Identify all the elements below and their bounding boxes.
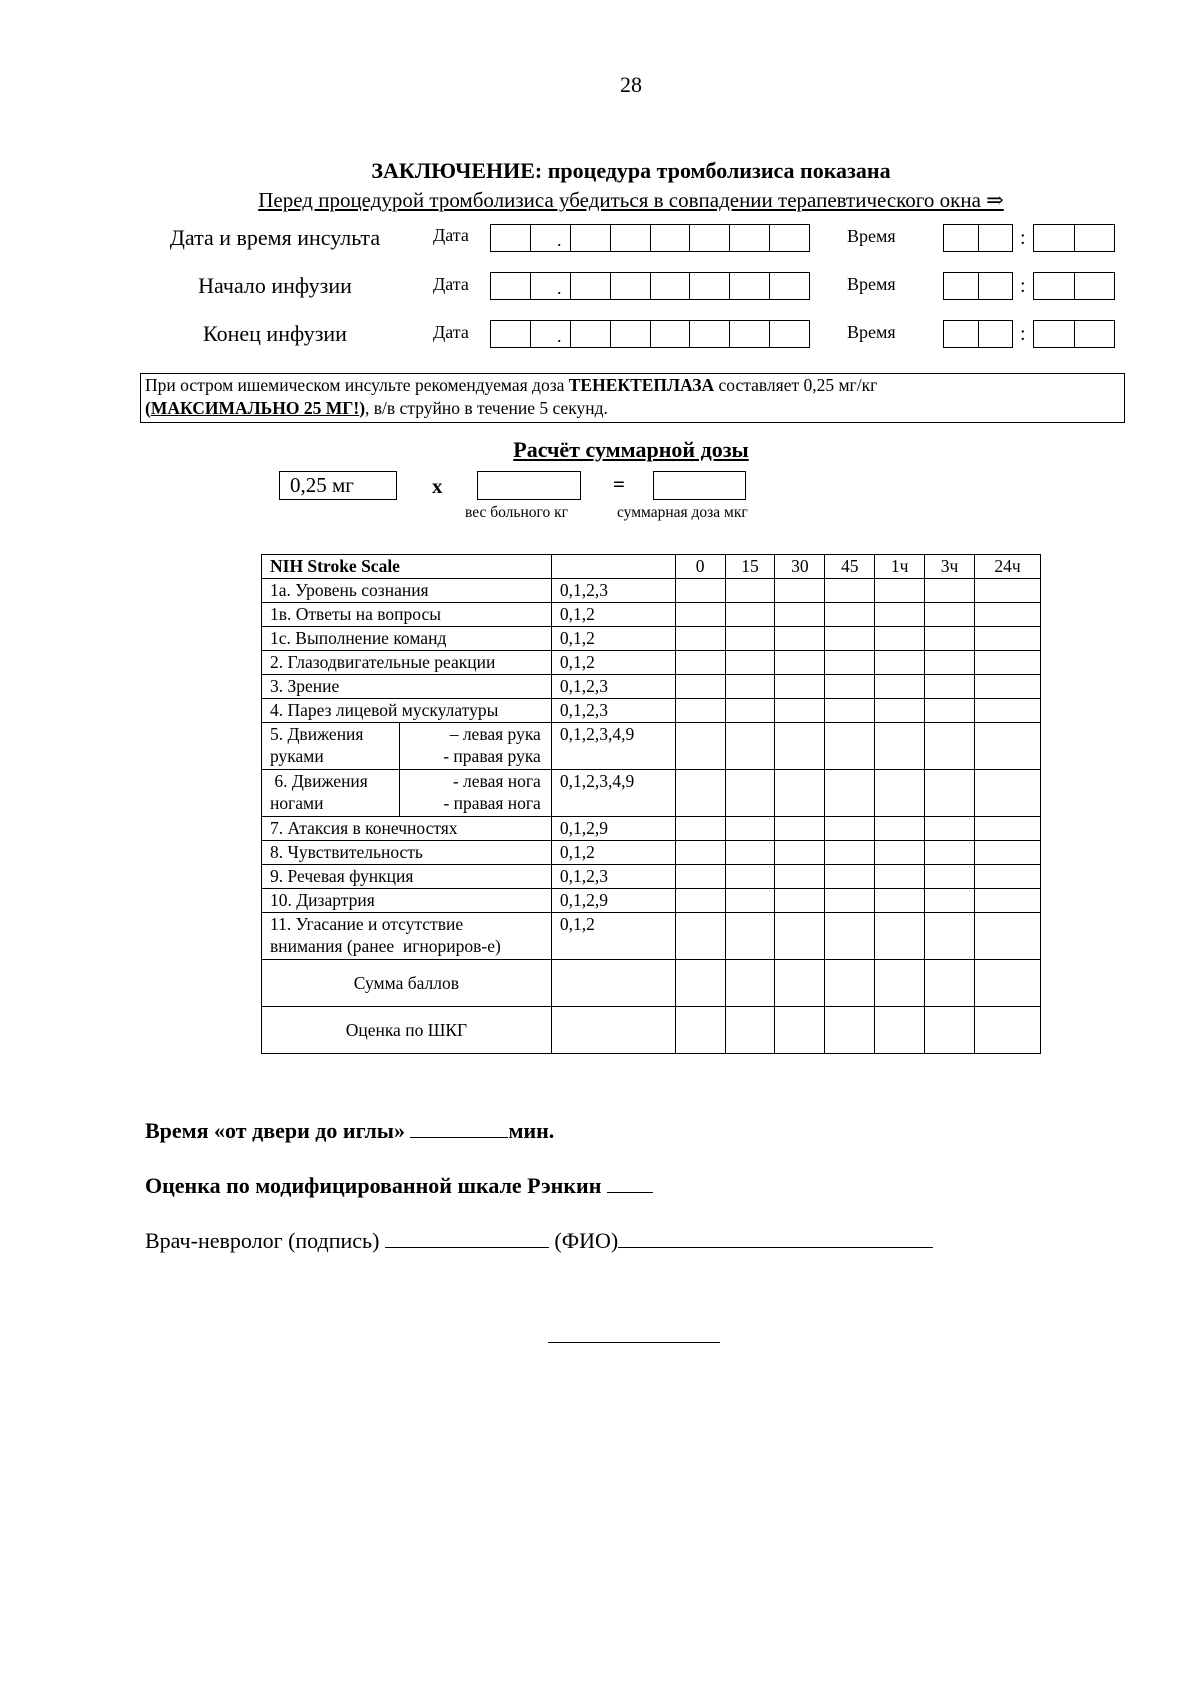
dose-per-kg-box xyxy=(279,471,397,500)
page-number: 28 xyxy=(620,72,642,97)
gcs-label: Оценка по ШКГ xyxy=(262,1007,552,1054)
hour-input-infusion-start[interactable] xyxy=(943,272,1013,300)
table-row xyxy=(262,889,1041,913)
item-label: 1в. Ответы на вопросы xyxy=(262,603,552,627)
time-col-header: 24ч xyxy=(975,555,1041,579)
score-cell[interactable] xyxy=(875,627,925,651)
score-cell[interactable] xyxy=(775,627,825,651)
score-cell[interactable] xyxy=(725,1007,775,1054)
score-cell[interactable] xyxy=(825,675,875,699)
score-cell[interactable] xyxy=(825,889,875,913)
score-cell[interactable] xyxy=(725,960,775,1007)
score-cell[interactable] xyxy=(675,889,725,913)
date-label: Дата xyxy=(433,274,469,294)
item-label: 9. Речевая функция xyxy=(262,865,552,889)
minute-input-infusion-start[interactable] xyxy=(1033,272,1115,300)
score-cell[interactable] xyxy=(725,770,775,817)
signature-blank[interactable] xyxy=(385,1227,549,1248)
score-cell[interactable] xyxy=(925,913,975,960)
score-cell[interactable] xyxy=(875,817,925,841)
score-cell[interactable] xyxy=(975,699,1041,723)
score-cell[interactable] xyxy=(775,651,825,675)
score-cell[interactable] xyxy=(925,865,975,889)
score-cell[interactable] xyxy=(775,675,825,699)
score-cell[interactable] xyxy=(975,651,1041,675)
score-cell[interactable] xyxy=(675,865,725,889)
score-cell[interactable] xyxy=(675,627,725,651)
item-label: 2. Глазодвигательные реакции xyxy=(262,651,552,675)
table-row-neglect xyxy=(262,913,1041,960)
score-options: 0,1,2,3 xyxy=(551,675,675,699)
neglect-label-line1: 11. Угасание и отсутствие xyxy=(270,914,464,934)
date-input-infusion-end[interactable] xyxy=(490,320,810,348)
row-label-infusion-start: Начало инфузии xyxy=(198,273,352,298)
score-options: 0,1,2,3 xyxy=(551,865,675,889)
item-label: 3. Зрение xyxy=(262,675,552,699)
time-label: Время xyxy=(847,322,896,342)
arms-label-line1: 5. Движения xyxy=(270,724,364,744)
arms-label-line2: руками xyxy=(270,746,324,766)
score-cell[interactable] xyxy=(775,1007,825,1054)
item-label: 10. Дизартрия xyxy=(262,889,552,913)
score-cell[interactable] xyxy=(925,603,975,627)
score-options: 0,1,2 xyxy=(551,841,675,865)
name-label: (ФИО) xyxy=(548,1228,619,1253)
score-cell[interactable] xyxy=(725,675,775,699)
score-cell[interactable] xyxy=(875,770,925,817)
dose-note-text-2: составляет 0,25 мг/кг xyxy=(714,375,878,395)
score-options: 0,1,2 xyxy=(551,913,675,960)
score-cell[interactable] xyxy=(975,627,1041,651)
table-row xyxy=(262,579,1041,603)
score-cell[interactable] xyxy=(775,699,825,723)
score-cell[interactable] xyxy=(975,1007,1041,1054)
score-cell[interactable] xyxy=(825,627,875,651)
conclusion-title: ЗАКЛЮЧЕНИЕ: процедура тромболизиса показана xyxy=(371,158,891,183)
score-cell[interactable] xyxy=(775,579,825,603)
date-separator: . xyxy=(557,230,562,250)
score-cell[interactable] xyxy=(975,913,1041,960)
score-cell[interactable] xyxy=(925,627,975,651)
score-cell[interactable] xyxy=(825,723,875,770)
score-options: 0,1,2,3 xyxy=(551,579,675,603)
time-label: Время xyxy=(847,226,896,246)
minute-input-infusion-end[interactable] xyxy=(1033,320,1115,348)
score-cell[interactable] xyxy=(925,960,975,1007)
score-cell[interactable] xyxy=(875,1007,925,1054)
total-caption: суммарная доза мкг xyxy=(617,504,748,521)
score-cell[interactable] xyxy=(825,699,875,723)
signature-line xyxy=(145,1227,933,1254)
max-dose-warning: МАКСИМАЛЬНО 25 МГ! xyxy=(150,398,360,418)
score-cell[interactable] xyxy=(675,841,725,865)
score-cell[interactable] xyxy=(925,699,975,723)
date-separator: . xyxy=(557,326,562,346)
score-cell[interactable] xyxy=(825,841,875,865)
hour-input-stroke[interactable] xyxy=(943,224,1013,252)
table-header-row xyxy=(262,555,1041,579)
time-col-header: 45 xyxy=(825,555,875,579)
leg-left: - левая нога xyxy=(452,771,541,791)
score-cell[interactable] xyxy=(675,960,725,1007)
item-label: 8. Чувствительность xyxy=(262,841,552,865)
score-cell[interactable] xyxy=(725,865,775,889)
score-cell[interactable] xyxy=(675,699,725,723)
sum-label: Сумма баллов xyxy=(262,960,552,1007)
table-row xyxy=(262,841,1041,865)
name-blank[interactable] xyxy=(618,1227,933,1248)
dose-note-text-1: При остром ишемическом инсульте рекомендуемая доза xyxy=(145,375,569,395)
score-cell[interactable] xyxy=(875,579,925,603)
score-cell[interactable] xyxy=(925,651,975,675)
score-cell[interactable] xyxy=(875,675,925,699)
time-separator: : xyxy=(1020,323,1026,345)
time-label: Время xyxy=(847,274,896,294)
rankin-line xyxy=(145,1172,653,1199)
score-cell[interactable] xyxy=(975,960,1041,1007)
header-empty-cell xyxy=(551,555,675,579)
table-row-gcs xyxy=(262,1007,1041,1054)
score-cell[interactable] xyxy=(675,817,725,841)
signature-label: Врач-невролог (подпись) xyxy=(145,1228,385,1253)
score-cell[interactable] xyxy=(875,889,925,913)
table-row xyxy=(262,675,1041,699)
score-cell[interactable] xyxy=(875,723,925,770)
score-cell[interactable] xyxy=(825,770,875,817)
score-cell[interactable] xyxy=(725,723,775,770)
arm-left: – левая рука xyxy=(449,724,541,744)
score-cell[interactable] xyxy=(725,627,775,651)
score-cell[interactable] xyxy=(825,817,875,841)
drug-name: ТЕНЕКТЕПЛАЗА xyxy=(568,375,715,395)
score-cell[interactable] xyxy=(875,699,925,723)
dose-note-text-3: , в/в струйно в течение 5 секунд. xyxy=(365,398,608,418)
score-cell[interactable] xyxy=(675,603,725,627)
item-label: 4. Парез лицевой мускулатуры xyxy=(262,699,552,723)
score-cell[interactable] xyxy=(775,723,825,770)
score-cell[interactable] xyxy=(551,960,675,1007)
score-cell[interactable] xyxy=(975,770,1041,817)
door-to-needle-line xyxy=(145,1117,554,1144)
score-cell[interactable] xyxy=(825,865,875,889)
score-options: 0,1,2,3 xyxy=(551,699,675,723)
score-cell[interactable] xyxy=(675,723,725,770)
score-cell[interactable] xyxy=(975,579,1041,603)
score-cell[interactable] xyxy=(675,675,725,699)
item-label: 7. Атаксия в конечностях xyxy=(262,817,552,841)
weight-input[interactable] xyxy=(477,471,581,500)
hour-input-infusion-end[interactable] xyxy=(943,320,1013,348)
score-cell[interactable] xyxy=(725,817,775,841)
score-cell[interactable] xyxy=(875,603,925,627)
equals-sign: = xyxy=(613,472,625,496)
table-row xyxy=(262,603,1041,627)
score-cell[interactable] xyxy=(775,603,825,627)
date-label: Дата xyxy=(433,225,469,245)
door-to-needle-unit: мин. xyxy=(508,1118,555,1143)
score-cell[interactable] xyxy=(825,913,875,960)
leg-right: - правая нога xyxy=(443,793,541,813)
table-row xyxy=(262,699,1041,723)
score-cell[interactable] xyxy=(875,651,925,675)
score-options: 0,1,2,3,4,9 xyxy=(551,770,675,817)
score-cell[interactable] xyxy=(925,889,975,913)
score-cell[interactable] xyxy=(675,651,725,675)
score-cell[interactable] xyxy=(725,889,775,913)
rankin-blank[interactable] xyxy=(607,1172,653,1193)
score-cell[interactable] xyxy=(675,913,725,960)
item-label: 1а. Уровень сознания xyxy=(262,579,552,603)
door-to-needle-blank[interactable] xyxy=(410,1117,508,1138)
score-options: 0,1,2 xyxy=(551,651,675,675)
time-separator: : xyxy=(1020,275,1026,297)
table-header: NIH Stroke Scale xyxy=(262,555,552,579)
legs-sides xyxy=(399,770,551,817)
conclusion-subtitle xyxy=(0,188,1200,213)
row-label-stroke: Дата и время инсульта xyxy=(169,225,381,250)
time-col-header: 30 xyxy=(775,555,825,579)
score-options: 0,1,2 xyxy=(551,603,675,627)
date-separator: . xyxy=(557,278,562,298)
score-cell[interactable] xyxy=(725,841,775,865)
max-open-paren: ( xyxy=(145,398,151,418)
score-cell[interactable] xyxy=(775,889,825,913)
nih-stroke-scale-table xyxy=(261,554,1041,1054)
score-cell[interactable] xyxy=(925,770,975,817)
time-separator: : xyxy=(1020,227,1026,249)
table-row-legs xyxy=(262,770,1041,817)
score-cell[interactable] xyxy=(875,865,925,889)
score-cell[interactable] xyxy=(925,1007,975,1054)
score-cell[interactable] xyxy=(875,841,925,865)
score-cell[interactable] xyxy=(725,699,775,723)
score-options: 0,1,2,3,4,9 xyxy=(551,723,675,770)
legs-label-line1: 6. Движения xyxy=(270,771,368,791)
legs-label-line2: ногами xyxy=(270,793,324,813)
legs-label xyxy=(262,770,400,817)
neglect-label-line2: внимания (ранее игнориров-е) xyxy=(270,936,501,956)
arms-label xyxy=(262,723,400,770)
table-row-sum xyxy=(262,960,1041,1007)
row-label-infusion-end: Конец инфузии xyxy=(203,321,347,346)
weight-caption: вес больного кг xyxy=(465,504,569,521)
table-row xyxy=(262,651,1041,675)
score-cell[interactable] xyxy=(975,817,1041,841)
score-cell[interactable] xyxy=(875,960,925,1007)
score-options: 0,1,2,9 xyxy=(551,817,675,841)
table-row xyxy=(262,865,1041,889)
score-cell[interactable] xyxy=(725,651,775,675)
table-row xyxy=(262,627,1041,651)
score-cell[interactable] xyxy=(775,960,825,1007)
date-label: Дата xyxy=(433,322,469,342)
score-cell[interactable] xyxy=(825,603,875,627)
item-label: 1с. Выполнение команд xyxy=(262,627,552,651)
score-cell[interactable] xyxy=(925,579,975,603)
minute-input-stroke[interactable] xyxy=(1033,224,1115,252)
score-cell[interactable] xyxy=(675,770,725,817)
score-options: 0,1,2,9 xyxy=(551,889,675,913)
score-cell[interactable] xyxy=(975,841,1041,865)
time-col-header: 15 xyxy=(725,555,775,579)
rankin-label: Оценка по модифицированной шкале Рэнкин xyxy=(145,1173,607,1198)
arms-sides xyxy=(399,723,551,770)
score-cell[interactable] xyxy=(875,913,925,960)
score-cell[interactable] xyxy=(975,675,1041,699)
time-col-header: 0 xyxy=(675,555,725,579)
score-cell[interactable] xyxy=(675,1007,725,1054)
score-cell[interactable] xyxy=(825,651,875,675)
score-cell[interactable] xyxy=(725,913,775,960)
door-to-needle-label: Время «от двери до иглы» xyxy=(145,1118,411,1143)
score-cell[interactable] xyxy=(825,960,875,1007)
score-options: 0,1,2 xyxy=(551,627,675,651)
date-input-stroke[interactable] xyxy=(490,224,810,252)
end-divider xyxy=(548,1342,720,1343)
time-col-header: 1ч xyxy=(875,555,925,579)
score-cell[interactable] xyxy=(975,603,1041,627)
score-cell[interactable] xyxy=(925,817,975,841)
score-cell[interactable] xyxy=(925,675,975,699)
score-cell[interactable] xyxy=(551,1007,675,1054)
max-close-paren: ) xyxy=(359,398,366,418)
neglect-label xyxy=(262,913,552,960)
arm-right: - правая рука xyxy=(443,746,541,766)
score-cell[interactable] xyxy=(825,579,875,603)
score-cell[interactable] xyxy=(675,579,725,603)
conclusion-subtitle-text: Перед процедурой тромболизиса убедиться в совпадении терапевтического окна ⇒ xyxy=(258,188,1004,212)
score-cell[interactable] xyxy=(775,841,825,865)
score-cell[interactable] xyxy=(975,865,1041,889)
table-row-arms xyxy=(262,723,1041,770)
score-cell[interactable] xyxy=(725,603,775,627)
score-cell[interactable] xyxy=(925,723,975,770)
multiply-sign: x xyxy=(432,474,443,498)
score-cell[interactable] xyxy=(775,913,825,960)
dose-per-kg-value: 0,25 мг xyxy=(290,473,354,497)
score-cell[interactable] xyxy=(925,841,975,865)
score-cell[interactable] xyxy=(825,1007,875,1054)
time-col-header: 3ч xyxy=(925,555,975,579)
table-row xyxy=(262,817,1041,841)
date-input-infusion-start[interactable] xyxy=(490,272,810,300)
dose-note xyxy=(140,373,1125,423)
score-cell[interactable] xyxy=(975,889,1041,913)
score-cell[interactable] xyxy=(775,770,825,817)
score-cell[interactable] xyxy=(775,817,825,841)
score-cell[interactable] xyxy=(775,865,825,889)
score-cell[interactable] xyxy=(725,579,775,603)
dose-calc-title: Расчёт суммарной дозы xyxy=(513,437,749,462)
total-dose-input[interactable] xyxy=(653,471,746,500)
score-cell[interactable] xyxy=(975,723,1041,770)
